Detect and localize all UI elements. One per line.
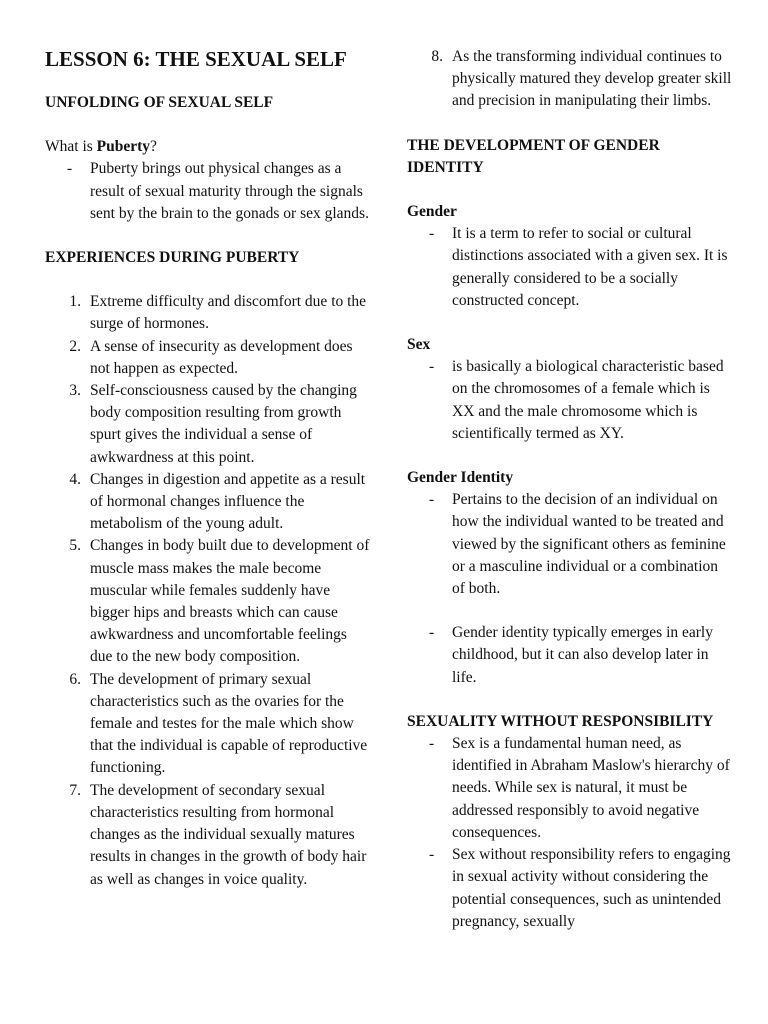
- section-heading-gender-development: THE DEVELOPMENT OF GENDER IDENTITY: [407, 136, 660, 176]
- left-column: [45, 46, 370, 891]
- list-text: Changes in digestion and appetite as a result of hormonal changes influence the metabolism of the young adult.: [90, 470, 366, 533]
- list-item: [45, 380, 370, 469]
- dash-marker: -: [429, 225, 435, 243]
- subheading-gender: Gender: [407, 203, 457, 221]
- list-text: The development of primary sexual characteristics such as the ovaries for the female and testes for the male which show that the individual is capable of reproductive functioning.: [90, 670, 368, 777]
- list-item: [45, 336, 370, 380]
- section-heading-sexuality: SEXUALITY WITHOUT RESPONSIBILITY: [407, 712, 714, 730]
- list-item: [407, 622, 732, 689]
- gender-identity-emergence: Gender identity typically emerges in early childhood, but it can also develop later in life.: [452, 624, 713, 686]
- puberty-definition-list: [45, 158, 370, 225]
- dash-marker: -: [429, 358, 435, 376]
- list-number: 7.: [69, 781, 81, 799]
- list-text: Sex without responsibility refers to engaging in sexual activity without considering the potential consequences, such as unintended pregnancy, sexually: [452, 846, 731, 930]
- list-item: [407, 223, 732, 312]
- puberty-definition: Puberty brings out physical changes as a result of sexual maturity through the signals sent by the brain to the gonads or sex glands.: [90, 160, 369, 222]
- section-heading-experiences: EXPERIENCES DURING PUBERTY: [45, 249, 300, 267]
- list-text: A sense of insecurity as development does not happen as expected.: [90, 337, 353, 377]
- list-number: 5.: [69, 537, 81, 555]
- list-item: [407, 844, 732, 933]
- list-item: [407, 733, 732, 844]
- dash-marker: -: [429, 735, 435, 753]
- list-item: [407, 46, 732, 113]
- dash-marker: -: [67, 160, 73, 178]
- sexuality-list: [407, 733, 732, 933]
- list-text: Self-consciousness caused by the changing body composition resulting from growth spurt gives the individual a sense of awkwardness at this point.: [90, 382, 357, 466]
- list-number: 8.: [431, 48, 443, 65]
- lesson-title: LESSON 6: THE SEXUAL SELF: [45, 47, 347, 71]
- gender-definition: It is a term to refer to social or cultural distinctions associated with a given sex. It is generally considered to be a socially constructed concept.: [452, 225, 728, 309]
- dash-marker: -: [429, 491, 435, 509]
- list-item: [45, 535, 370, 668]
- list-number: 1.: [69, 293, 81, 311]
- subheading-sex: Sex: [407, 336, 431, 354]
- sex-list: [407, 356, 732, 445]
- right-column: [407, 46, 732, 933]
- list-text: As the transforming individual continues to physically matured they develop greater skill and precision in manipulating their limbs.: [452, 48, 732, 110]
- list-item: [45, 158, 370, 225]
- section-heading-unfolding: UNFOLDING OF SEXUAL SELF: [45, 94, 274, 111]
- list-text: The development of secondary sexual characteristics resulting from hormonal changes as the individual sexually matures results in changes in the growth of body hair as well as changes in voice quality.: [90, 781, 367, 888]
- list-text: Changes in body built due to development of muscle mass makes the male become muscular while females suddenly have bigger hips and breasts which can cause awkwardness and uncomfortable feelings due to the new body composition.: [90, 537, 370, 666]
- list-item: [45, 291, 370, 335]
- list-text: Extreme difficulty and discomfort due to the surge of hormones.: [90, 293, 367, 333]
- list-number: 3.: [69, 382, 81, 400]
- list-item: [45, 669, 370, 780]
- list-item: [407, 356, 732, 445]
- subheading-gender-identity: Gender Identity: [407, 469, 514, 487]
- gender-list: [407, 223, 732, 312]
- gender-identity-definition: Pertains to the decision of an individual on how the individual wanted to be treated and viewed by the significant others as feminine or a masculine individual or a combination of both.: [452, 491, 726, 598]
- sex-definition: is basically a biological characteristic based on the chromosomes of a female which is XX and the male chromosome which is scientifically termed as XY.: [452, 358, 724, 442]
- list-number: 6.: [69, 670, 81, 688]
- experiences-list: [45, 291, 370, 890]
- puberty-question: What is Puberty?: [45, 138, 157, 156]
- experiences-list-continued: [407, 46, 732, 113]
- list-item: [45, 780, 370, 891]
- list-item: [45, 469, 370, 536]
- list-number: 4.: [69, 470, 81, 488]
- list-item: [407, 489, 732, 600]
- dash-marker: -: [429, 846, 435, 864]
- dash-marker: -: [429, 624, 435, 642]
- list-number: 2.: [69, 337, 81, 355]
- gender-identity-list-2: [407, 622, 732, 689]
- list-text: Sex is a fundamental human need, as identified in Abraham Maslow's hierarchy of needs. While sex is natural, it must be addressed responsibly to avoid negative consequences.: [452, 735, 730, 841]
- gender-identity-list: [407, 489, 732, 600]
